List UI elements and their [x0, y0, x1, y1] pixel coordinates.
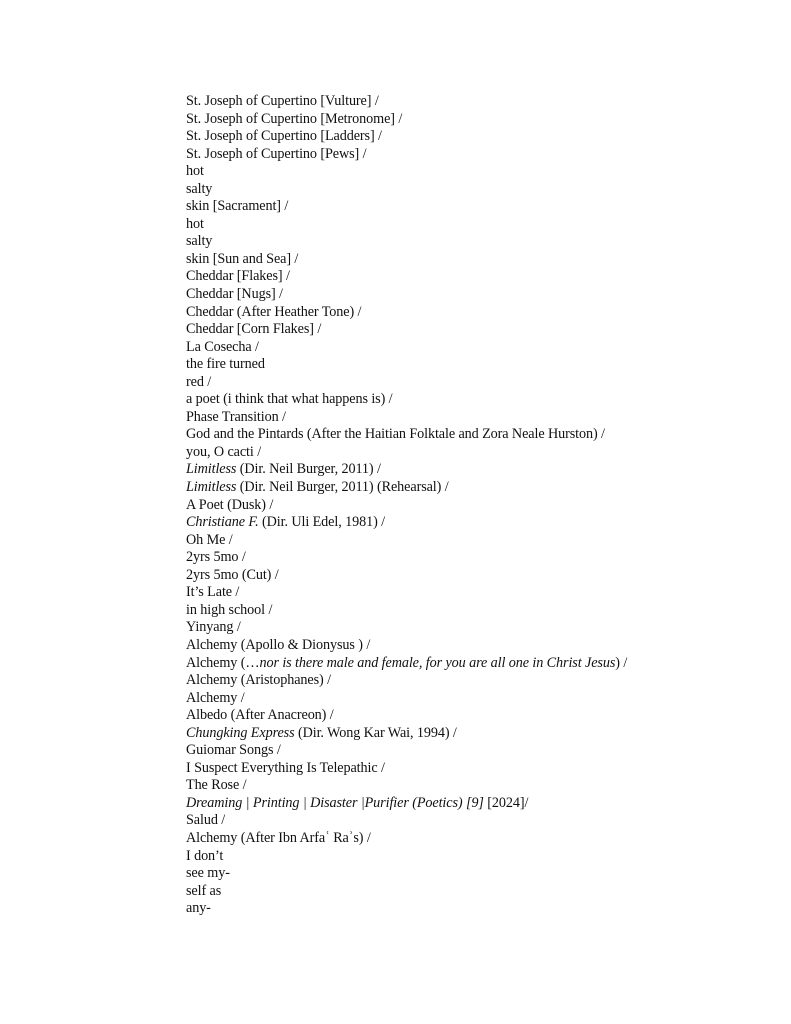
text-line — [186, 93, 766, 111]
text-segment: Cheddar [Nugs] / — [186, 286, 283, 303]
italic-segment: Limitless — [186, 461, 237, 478]
text-segment: salty — [186, 233, 213, 250]
text-segment: La Cosecha / — [186, 338, 259, 355]
text-segment: Yinyang / — [186, 619, 241, 636]
text-line — [186, 900, 766, 918]
text-line — [186, 848, 766, 866]
italic-segment: Limitless — [186, 479, 237, 496]
text-line — [186, 356, 766, 374]
text-segment: Alchemy (Apollo & Dionysus ) / — [186, 636, 371, 653]
text-line — [186, 514, 766, 532]
text-line — [186, 198, 766, 216]
text-segment: St. Joseph of Cupertino [Metronome] / — [186, 110, 403, 127]
text-line — [186, 795, 766, 813]
text-line — [186, 409, 766, 427]
text-segment: Alchemy (… — [186, 654, 260, 671]
text-line — [186, 321, 766, 339]
text-segment: any- — [186, 900, 211, 917]
text-line — [186, 760, 766, 778]
text-segment: It’s Late / — [186, 584, 240, 601]
text-line — [186, 444, 766, 462]
text-segment: I Suspect Everything Is Telepathic / — [186, 759, 385, 776]
text-segment: God and the Pintards (After the Haitian Folktale and Zora Neale Hurston) / — [186, 426, 605, 443]
text-segment: 2yrs 5mo (Cut) / — [186, 566, 279, 583]
text-segment: Oh Me / — [186, 531, 233, 548]
text-segment: (Dir. Neil Burger, 2011) (Rehearsal) / — [236, 479, 449, 496]
text-segment: 2yrs 5mo / — [186, 549, 246, 566]
text-line — [186, 532, 766, 550]
text-line — [186, 374, 766, 392]
text-segment: (Dir. Wong Kar Wai, 1994) / — [294, 724, 457, 741]
text-line — [186, 286, 766, 304]
text-segment: Cheddar [Corn Flakes] / — [186, 321, 322, 338]
text-line — [186, 602, 766, 620]
text-segment: skin [Sun and Sea] / — [186, 250, 299, 267]
text-segment: ) / — [615, 654, 628, 671]
text-line — [186, 216, 766, 234]
text-segment: hot — [186, 163, 204, 180]
text-segment: in high school / — [186, 601, 273, 618]
text-line — [186, 479, 766, 497]
text-line — [186, 883, 766, 901]
text-segment: [2024]/ — [483, 794, 529, 811]
text-segment: A Poet (Dusk) / — [186, 496, 274, 513]
text-segment: St. Joseph of Cupertino [Vulture] / — [186, 93, 379, 109]
text-line — [186, 233, 766, 251]
text-segment: hot — [186, 215, 204, 232]
text-line — [186, 742, 766, 760]
text-line — [186, 690, 766, 708]
text-line — [186, 339, 766, 357]
text-line — [186, 128, 766, 146]
text-line — [186, 163, 766, 181]
text-line — [186, 268, 766, 286]
text-segment: you, O cacti / — [186, 443, 262, 460]
italic-segment: Dreaming | Printing | Disaster |Purifier (Poetics) [9] — [186, 794, 484, 811]
text-line — [186, 304, 766, 322]
text-line — [186, 865, 766, 883]
text-segment: St. Joseph of Cupertino [Pews] / — [186, 145, 367, 162]
text-segment: the fire turned — [186, 356, 265, 373]
italic-segment: Christiane F. — [186, 514, 259, 531]
text-line — [186, 830, 766, 848]
text-segment: Cheddar [Flakes] / — [186, 268, 290, 285]
text-line — [186, 391, 766, 409]
text-line — [186, 549, 766, 567]
text-segment: Alchemy / — [186, 689, 245, 706]
text-line — [186, 497, 766, 515]
text-segment: Phase Transition / — [186, 408, 286, 425]
italic-segment: nor is there male and female, for you are all one in Christ Jesus — [259, 654, 616, 671]
text-segment: Salud / — [186, 812, 226, 829]
text-segment: The Rose / — [186, 777, 247, 794]
text-line — [186, 707, 766, 725]
text-line — [186, 637, 766, 655]
text-segment: Alchemy (After Ibn Arfaʿ Raʾs) / — [186, 829, 371, 846]
text-segment: Guiomar Songs / — [186, 742, 281, 759]
text-segment: St. Joseph of Cupertino [Ladders] / — [186, 128, 382, 145]
text-segment: see my- — [186, 865, 230, 882]
text-segment: self as — [186, 882, 222, 899]
text-segment: skin [Sacrament] / — [186, 198, 289, 215]
text-line — [186, 461, 766, 479]
text-line — [186, 777, 766, 795]
text-segment: Albedo (After Anacreon) / — [186, 707, 334, 724]
italic-segment: Chungking Express — [186, 724, 295, 741]
text-line — [186, 812, 766, 830]
text-line — [186, 111, 766, 129]
text-line — [186, 725, 766, 743]
text-line — [186, 584, 766, 602]
text-line — [186, 619, 766, 637]
text-segment: Cheddar (After Heather Tone) / — [186, 303, 362, 320]
text-segment: (Dir. Uli Edel, 1981) / — [258, 514, 385, 531]
text-line — [186, 181, 766, 199]
text-line — [186, 146, 766, 164]
text-line — [186, 251, 766, 269]
text-line — [186, 567, 766, 585]
text-segment: red / — [186, 373, 212, 390]
document-page — [186, 93, 766, 918]
text-segment: Alchemy (Aristophanes) / — [186, 672, 331, 689]
text-segment: salty — [186, 180, 213, 197]
text-line — [186, 426, 766, 444]
text-segment: (Dir. Neil Burger, 2011) / — [236, 461, 381, 478]
text-segment: a poet (i think that what happens is) / — [186, 391, 393, 408]
text-line — [186, 655, 766, 673]
text-segment: I don’t — [186, 847, 224, 864]
text-line — [186, 672, 766, 690]
